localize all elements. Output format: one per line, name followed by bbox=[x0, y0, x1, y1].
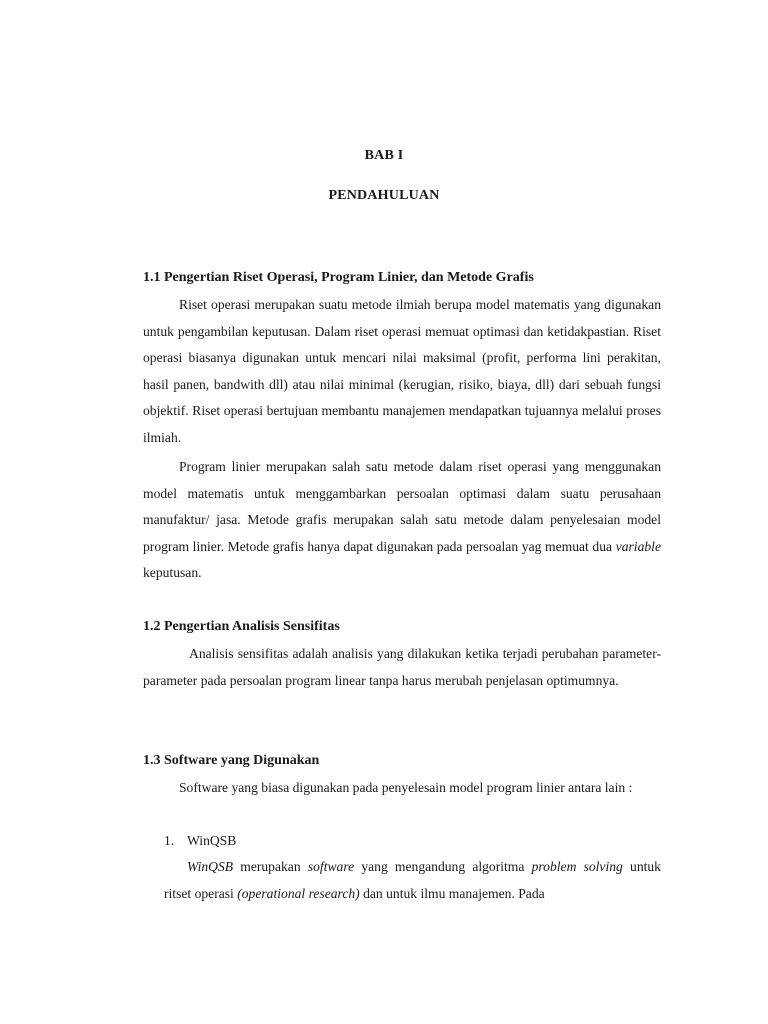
paragraph-riset-operasi bbox=[143, 292, 661, 452]
paragraph-text: yang mengandung algoritma bbox=[354, 859, 532, 874]
italic-term: WinQSB bbox=[187, 859, 234, 874]
italic-term: (operational research) bbox=[237, 885, 360, 901]
paragraph-text: untuk ritset operasi bbox=[164, 859, 661, 901]
paragraph-program-linier bbox=[143, 454, 661, 587]
paragraph-text: dan untuk ilmu manajemen. Pada bbox=[359, 885, 545, 901]
paragraph-text: Software yang biasa digunakan pada penyelesain model program linier antara lain : bbox=[179, 780, 633, 795]
italic-term: software bbox=[307, 859, 355, 874]
paragraph-text: Riset operasi merupakan suatu metode ilmiah berupa model matematis yang digunakan untuk pengambilan keputusan. Dalam riset operasi memuat optimasi dan ketidakpastian. Riset operasi biasanya digunakan untuk mencari nilai maksimal (profit, performa lini perakitan, hasil panen, bandwith dll) atau nilai minimal (kerugian, risiko, biaya, dll) dari sebuah fungsi objektif. Riset operasi bertujuan membantu manajemen mendapatkan tujuannya melalui proses ilmiah. bbox=[143, 297, 661, 445]
paragraph-text: Program linier merupakan salah satu metode dalam riset operasi yang menggunakan model matematis untuk menggambarkan persoalan optimasi dalam suatu perusahaan manufaktur/ jasa. Metode grafis merupakan salah satu metode dalam penyelesaian model program linier. Metode grafis hanya dapat digunakan pada persoalan yag memuat dua bbox=[143, 459, 661, 554]
list-number: 1. bbox=[164, 833, 175, 848]
list-item-winqsb bbox=[164, 833, 236, 849]
paragraph-text-end: keputusan. bbox=[143, 565, 202, 581]
paragraph-text: Analisis sensifitas adalah analisis yang dilakukan ketika terjadi perubahan parameter-parameter pada persoalan program linear tanpa harus merubah penjelasan optimumnya. bbox=[143, 646, 661, 688]
section-heading-1-1: 1.1 Pengertian Riset Operasi, Program Linier, dan Metode Grafis bbox=[143, 270, 534, 285]
chapter-title: PENDAHULUAN bbox=[328, 188, 440, 203]
paragraph-software bbox=[143, 775, 661, 802]
italic-term: problem solving bbox=[531, 859, 623, 874]
italic-term: variable bbox=[615, 538, 661, 554]
paragraph-text: merupakan bbox=[233, 859, 308, 874]
list-label: WinQSB bbox=[187, 833, 237, 848]
paragraph-analisis-sensifitas bbox=[143, 641, 661, 694]
section-heading-1-3: 1.3 Software yang Digunakan bbox=[143, 753, 320, 768]
chapter-number: BAB I bbox=[364, 148, 404, 163]
paragraph-winqsb-description bbox=[164, 854, 661, 907]
section-heading-1-2: 1.2 Pengertian Analisis Sensifitas bbox=[143, 619, 340, 634]
